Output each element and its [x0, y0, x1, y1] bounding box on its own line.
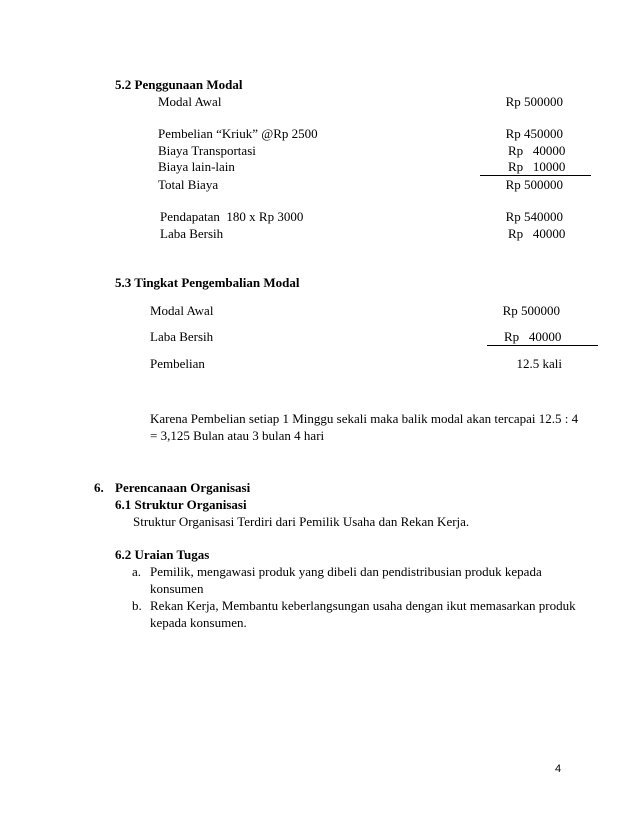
s52-label-transportasi: Biaya Transportasi: [158, 143, 256, 158]
s52-value-modal-awal: Rp 500000: [505, 94, 563, 109]
page-number: 4: [555, 763, 562, 775]
section-6-heading: Perencanaan Organisasi: [115, 480, 251, 495]
task-item-a-marker: a.: [132, 564, 142, 579]
task-item-b-marker: b.: [132, 598, 142, 613]
s53-paragraph-line1: Karena Pembelian setiap 1 Minggu sekali maka balik modal akan tercapai 12.5 : 4: [150, 411, 579, 426]
s52-label-lain-lain: Biaya lain-lain: [158, 159, 235, 174]
task-item-a-line2: konsumen: [150, 581, 204, 596]
s52-label-pembelian: Pembelian “Kriuk” @Rp 2500: [158, 126, 318, 141]
s53-value-pembelian: 12.5 kali: [516, 356, 562, 371]
section-6-1-heading: 6.1 Struktur Organisasi: [115, 497, 247, 512]
s53-label-laba: Laba Bersih: [150, 329, 214, 344]
s52-total-rule: [480, 175, 591, 176]
s52-value-laba: Rp 40000: [508, 226, 566, 241]
s52-value-transportasi: Rp 40000: [508, 143, 566, 158]
s52-label-total: Total Biaya: [158, 177, 219, 192]
section-5-2-heading: 5.2 Penggunaan Modal: [115, 77, 243, 92]
section-5-3-heading: 5.3 Tingkat Pengembalian Modal: [115, 275, 300, 290]
section-6-number: 6.: [94, 480, 104, 495]
s53-rule: [487, 345, 598, 346]
s52-value-pembelian: Rp 450000: [505, 126, 563, 141]
section-6-1-text: Struktur Organisasi Terdiri dari Pemilik Usaha dan Rekan Kerja.: [133, 514, 470, 529]
task-item-b-line1: Rekan Kerja, Membantu keberlangsungan usaha dengan ikut memasarkan produk: [150, 598, 576, 613]
s53-label-pembelian: Pembelian: [150, 356, 205, 371]
task-item-b-line2: kepada konsumen.: [150, 615, 247, 630]
s52-label-pendapatan: Pendapatan 180 x Rp 3000: [160, 209, 304, 224]
s53-paragraph-line2: = 3,125 Bulan atau 3 bulan 4 hari: [150, 428, 325, 443]
s52-value-total: Rp 500000: [505, 177, 563, 192]
s53-value-modal-awal: Rp 500000: [502, 303, 560, 318]
task-item-a-line1: Pemilik, mengawasi produk yang dibeli dan pendistribusian produk kepada: [150, 564, 542, 579]
s52-value-lain-lain: Rp 10000: [508, 159, 566, 174]
s52-label-laba: Laba Bersih: [160, 226, 224, 241]
s53-value-laba: Rp 40000: [504, 329, 562, 344]
s52-label-modal-awal: Modal Awal: [158, 94, 222, 109]
s52-value-pendapatan: Rp 540000: [505, 209, 563, 224]
section-6-2-heading: 6.2 Uraian Tugas: [115, 547, 210, 562]
s53-label-modal-awal: Modal Awal: [150, 303, 214, 318]
